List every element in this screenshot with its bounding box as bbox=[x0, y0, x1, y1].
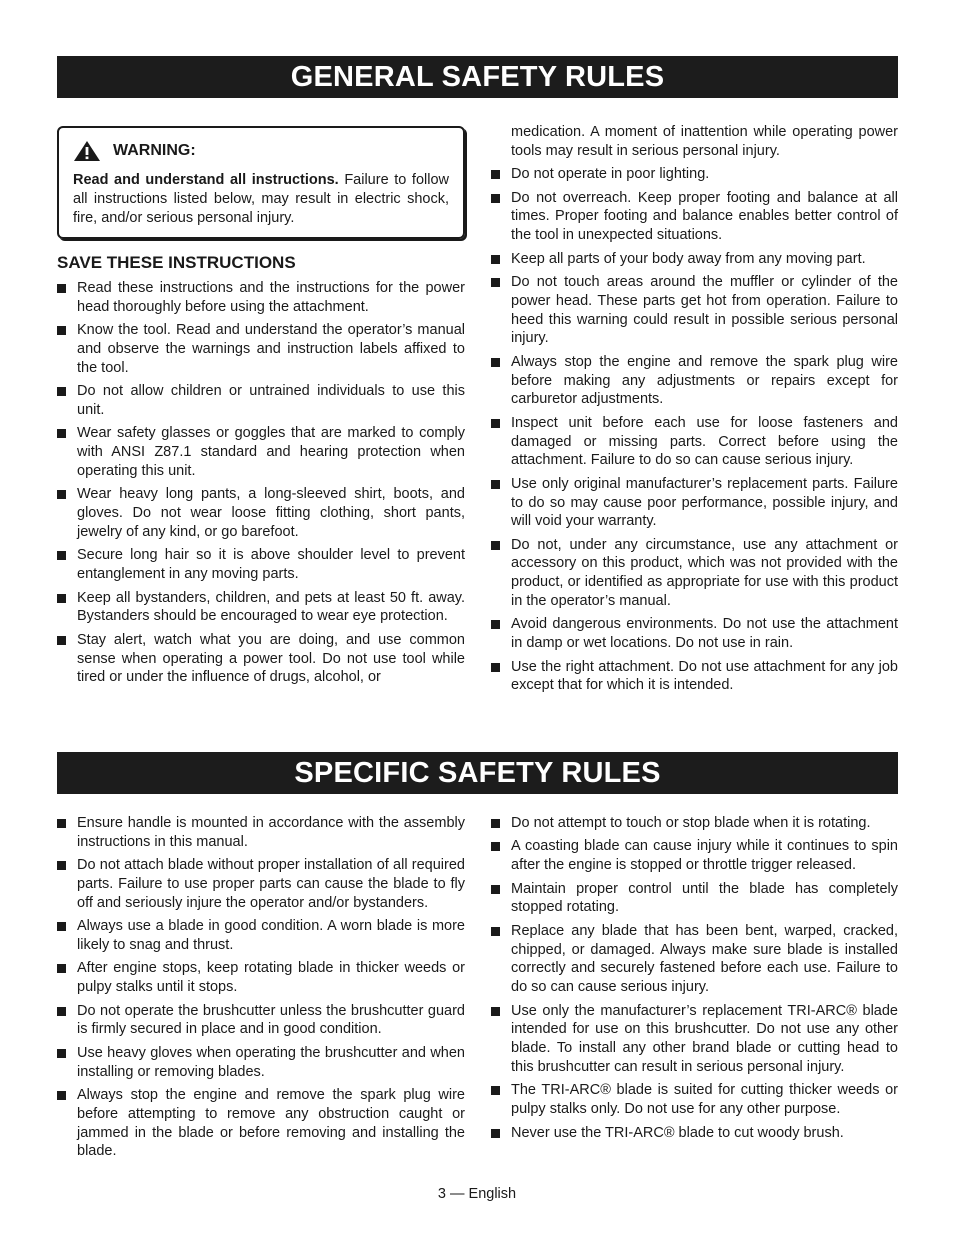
rule-text: Wear safety glasses or goggles that are marked to comply with ANSI Z87.1 standard and hearing protection when operating this unit. bbox=[77, 425, 465, 479]
rule-item bbox=[491, 1081, 898, 1119]
rule-item bbox=[57, 856, 465, 912]
rule-item bbox=[57, 1086, 465, 1161]
rule-item bbox=[57, 546, 465, 584]
bullet-square-icon bbox=[491, 885, 500, 894]
bullet-square-icon bbox=[57, 284, 66, 293]
warning-header bbox=[73, 140, 449, 162]
bullet-square-icon bbox=[491, 1007, 500, 1016]
bullet-square-icon bbox=[57, 922, 66, 931]
specific-rules-left-column bbox=[57, 814, 465, 1166]
rule-item bbox=[491, 273, 898, 348]
rule-text: Always stop the engine and remove the spark plug wire before attempting to remove any obstruction caught or jammed in the blade or before removing and installing the blade. bbox=[77, 1086, 465, 1160]
bullet-square-icon bbox=[57, 1049, 66, 1058]
bullet-square-icon bbox=[57, 594, 66, 603]
bullet-square-icon bbox=[57, 551, 66, 560]
rule-text: Do not allow children or untrained individuals to use this unit. bbox=[77, 383, 465, 418]
rule-text: Maintain proper control until the blade has completely stopped rotating. bbox=[511, 880, 898, 916]
bullet-square-icon bbox=[491, 170, 500, 179]
specific-rules-right-column bbox=[491, 814, 898, 1147]
bullet-square-icon bbox=[491, 194, 500, 203]
bullet-square-icon bbox=[491, 419, 500, 428]
rule-text: Stay alert, watch what you are doing, and use common sense when operating a power tool. Do not use tool while tired or under the influence of drugs, alcohol, or bbox=[77, 631, 465, 686]
warning-label: WARNING: bbox=[113, 142, 196, 159]
general-rules-list-right bbox=[491, 165, 898, 695]
rule-text: Do not, under any circumstance, use any attachment or accessory on this product, which was not provided with the product, or identified as appropriate for use with this product in the operator’s manual. bbox=[511, 536, 898, 610]
rule-text: Use only original manufacturer’s replacement parts. Failure to do so may cause poor performance, possible injury, and will void your warranty. bbox=[511, 475, 898, 530]
rule-item bbox=[57, 959, 465, 997]
bullet-square-icon bbox=[491, 927, 500, 936]
bullet-square-icon bbox=[57, 861, 66, 870]
rule-text: Always use a blade in good condition. A worn blade is more likely to snag and thrust. bbox=[77, 918, 465, 953]
general-rules-right-column bbox=[491, 123, 898, 700]
bullet-square-icon bbox=[491, 1129, 500, 1138]
rule-item bbox=[57, 631, 465, 687]
rule-text: Do not attach blade without proper installation of all required parts. Failure to use proper parts can cause the blade to fly off and seriously injure the operator and/or bystanders. bbox=[77, 857, 465, 911]
rule-text: Replace any blade that has been bent, warped, cracked, chipped, or damaged. Always make sure blade is installed correctly and securely fastened before each use. Failure to do so can cause serious injury. bbox=[511, 922, 898, 996]
rule-text: Use the right attachment. Do not use attachment for any job except that for which it is intended. bbox=[511, 658, 898, 694]
bullet-square-icon bbox=[57, 429, 66, 438]
rule-item bbox=[491, 353, 898, 409]
rule-text: Know the tool. Read and understand the operator’s manual and observe the warnings and instruction labels affixed to the tool. bbox=[77, 322, 465, 376]
bullet-square-icon bbox=[57, 326, 66, 335]
rule-item bbox=[491, 1124, 898, 1143]
rule-text: Wear heavy long pants, a long-sleeved shirt, boots, and gloves. Do not wear loose fitting clothing, short pants, jewelry of any kind, or go barefoot. bbox=[77, 486, 465, 540]
rule-text: Read these instructions and the instructions for the power head thoroughly before using the attachment. bbox=[77, 280, 465, 315]
bullet-square-icon bbox=[491, 358, 500, 367]
bullet-square-icon bbox=[491, 842, 500, 851]
rule-item bbox=[491, 880, 898, 918]
rule-text: Avoid dangerous environments. Do not use the attachment in damp or wet locations. Do not use in rain. bbox=[511, 616, 898, 652]
rule-text: Do not operate the brushcutter unless the brushcutter guard is firmly secured in place and in good condition. bbox=[77, 1002, 465, 1038]
rule-item bbox=[491, 922, 898, 997]
specific-rules-list-right bbox=[491, 814, 898, 1142]
rule-item bbox=[491, 165, 898, 184]
rule-item bbox=[491, 536, 898, 611]
rule-text: Use only the manufacturer’s replacement TRI-ARC® blade intended for use on this brushcutter. Do not use any other blade. To install any other brand blade or cutting head to this brushcutter can result in serious personal injury. bbox=[511, 1002, 898, 1075]
rule-text: Do not overreach. Keep proper footing and balance at all times. Proper footing and balance enables better control of the tool in unexpected situations. bbox=[511, 189, 898, 244]
rule-text: Inspect unit before each use for loose fasteners and damaged or missing parts. Correct before using the attachment. Failure to do so can cause serious injury. bbox=[511, 414, 898, 469]
rule-item bbox=[491, 837, 898, 875]
warning-text bbox=[73, 171, 449, 228]
rule-text: Never use the TRI-ARC® blade to cut woody brush. bbox=[511, 1124, 844, 1141]
bullet-square-icon bbox=[57, 964, 66, 973]
rule-text: Keep all bystanders, children, and pets at least 50 ft. away. Bystanders should be encouraged to wear eye protection. bbox=[77, 589, 465, 625]
bullet-square-icon bbox=[491, 620, 500, 629]
rule-text: Do not attempt to touch or stop blade when it is rotating. bbox=[511, 815, 871, 831]
rule-item bbox=[57, 589, 465, 627]
rule-item bbox=[57, 1002, 465, 1040]
rule-item bbox=[57, 485, 465, 541]
bullet-square-icon bbox=[491, 278, 500, 287]
bullet-square-icon bbox=[57, 1007, 66, 1016]
rule-text: Secure long hair so it is above shoulder level to prevent entanglement in any moving parts. bbox=[77, 547, 465, 583]
bullet-square-icon bbox=[491, 541, 500, 550]
rule-text: Use heavy gloves when operating the brushcutter and when installing or removing blades. bbox=[77, 1044, 465, 1080]
bullet-square-icon bbox=[57, 490, 66, 499]
rule-item bbox=[491, 814, 898, 833]
rule-item bbox=[491, 1002, 898, 1077]
page-footer: 3 — English bbox=[437, 1186, 517, 1202]
warning-triangle-icon bbox=[73, 140, 101, 162]
bullet-square-icon bbox=[491, 663, 500, 672]
bullet-square-icon bbox=[57, 387, 66, 396]
bullet-square-icon bbox=[491, 1086, 500, 1095]
rule-item bbox=[57, 424, 465, 480]
rule-text: Ensure handle is mounted in accordance with the assembly instructions in this manual. bbox=[77, 815, 465, 850]
rule-text: The TRI-ARC® blade is suited for cutting thicker weeds or pulpy stalks only. Do not use for any other purpose. bbox=[511, 1082, 898, 1118]
general-rules-left-column bbox=[57, 126, 465, 692]
rule-item bbox=[57, 321, 465, 377]
rule-text: Do not operate in poor lighting. bbox=[511, 166, 710, 183]
rule-item bbox=[491, 414, 898, 470]
specific-safety-rules-title: SPECIFIC SAFETY RULES bbox=[57, 752, 898, 794]
specific-rules-list-left bbox=[57, 814, 465, 1161]
rule-item bbox=[491, 615, 898, 653]
rule-text: Keep all parts of your body away from any moving part. bbox=[511, 250, 866, 267]
rule-item bbox=[57, 1044, 465, 1082]
rule-item bbox=[57, 279, 465, 317]
rule-item bbox=[491, 658, 898, 696]
rule-item bbox=[491, 250, 898, 269]
rule-text: A coasting blade can cause injury while it continues to spin after the engine is stopped or throttle trigger released. bbox=[511, 838, 898, 874]
rule-text: Always stop the engine and remove the spark plug wire before making any adjustments or repairs except for carburetor adjustments. bbox=[511, 353, 898, 408]
general-rules-list-left bbox=[57, 279, 465, 687]
warning-body: Failure to follow all instructions listed below, may result in electric shock, fire, and/or serious personal injury. bbox=[73, 172, 449, 226]
rule-text: After engine stops, keep rotating blade in thicker weeds or pulpy stalks until it stops. bbox=[77, 960, 465, 996]
rule-item bbox=[491, 189, 898, 245]
general-safety-rules-title: GENERAL SAFETY RULES bbox=[57, 56, 898, 98]
continued-text: medication. A moment of inattention while operating power tools may result in serious personal injury. bbox=[511, 124, 898, 159]
save-instructions-heading: SAVE THESE INSTRUCTIONS bbox=[57, 253, 296, 272]
bullet-square-icon bbox=[491, 819, 500, 828]
bullet-square-icon bbox=[57, 1091, 66, 1100]
rule-item bbox=[57, 382, 465, 420]
rule-item bbox=[57, 917, 465, 955]
bullet-square-icon bbox=[57, 819, 66, 828]
warning-box bbox=[57, 126, 465, 239]
rule-text: Do not touch areas around the muffler or cylinder of the power head. These parts get hot from operation. Failure to heed this warning could result in possible serious personal injury. bbox=[511, 273, 898, 347]
warning-bold-lead: Read and understand all instructions. bbox=[73, 172, 339, 188]
bullet-square-icon bbox=[491, 480, 500, 489]
bullet-square-icon bbox=[491, 255, 500, 264]
rule-item bbox=[491, 475, 898, 531]
rule-item bbox=[57, 814, 465, 852]
bullet-square-icon bbox=[57, 636, 66, 645]
